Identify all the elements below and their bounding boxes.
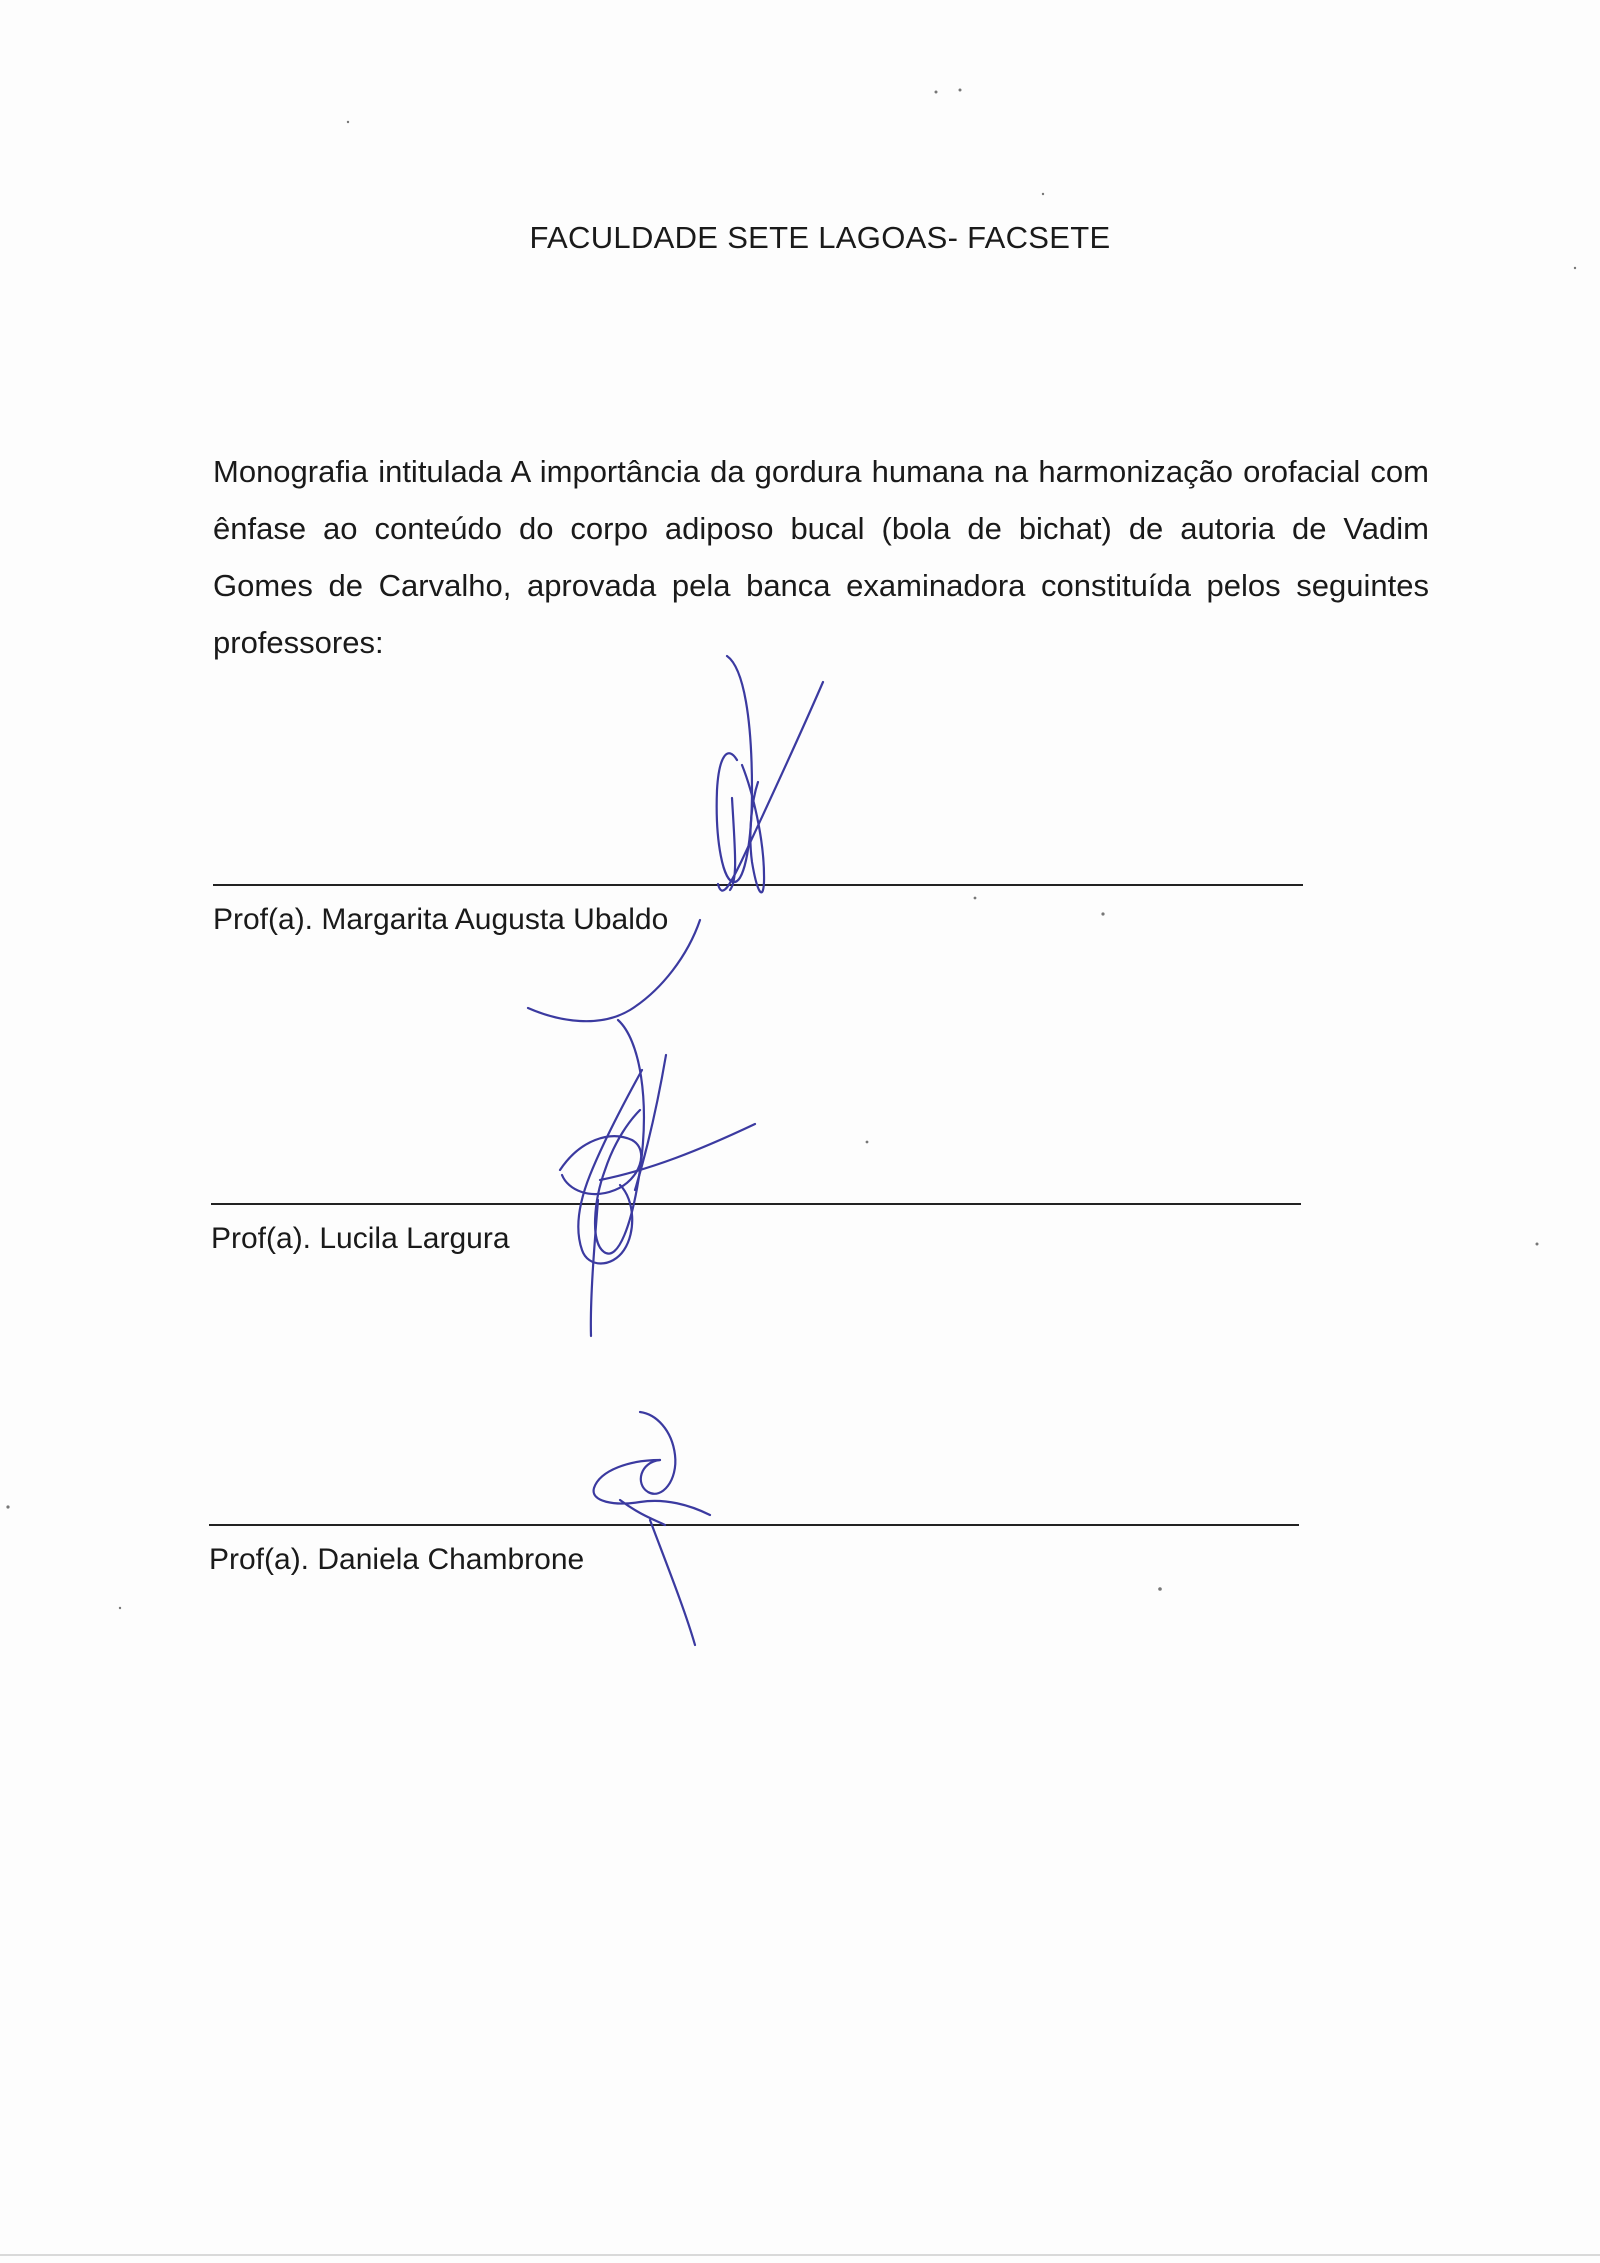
examiner-1-name: Margarita Augusta Ubaldo xyxy=(321,903,669,936)
examiner-3-name: Daniela Chambrone xyxy=(317,1543,585,1576)
examiner-3-prefix: Prof(a). xyxy=(209,1543,310,1576)
signature-2 xyxy=(560,1020,755,1336)
signature-3 xyxy=(594,1412,710,1645)
examiner-1-prefix: Prof(a). xyxy=(213,903,314,936)
signature-1 xyxy=(528,656,823,1021)
examiner-2-name: Lucila Largura xyxy=(319,1222,510,1255)
signature-line-3 xyxy=(209,1524,1299,1526)
signature-line-1 xyxy=(213,884,1303,886)
institution-title: FACULDADE SETE LAGOAS- FACSETE xyxy=(529,220,1111,255)
examiner-2 xyxy=(211,1222,510,1256)
examiner-2-prefix: Prof(a). xyxy=(211,1222,312,1255)
examiner-3 xyxy=(209,1543,584,1577)
approval-statement: Monografia intitulada A importância da gordura humana na harmonização orofacial com ênfase ao conteúdo do corpo adiposo bucal (bola de bichat) de autoria de Vadim Gomes de Carvalho, aprovada pela banca examinadora constituída pelos seguintes professores: xyxy=(213,454,1429,660)
scan-bottom-edge xyxy=(0,2254,1600,2256)
examiner-1 xyxy=(213,903,668,937)
signature-line-2 xyxy=(211,1203,1301,1205)
